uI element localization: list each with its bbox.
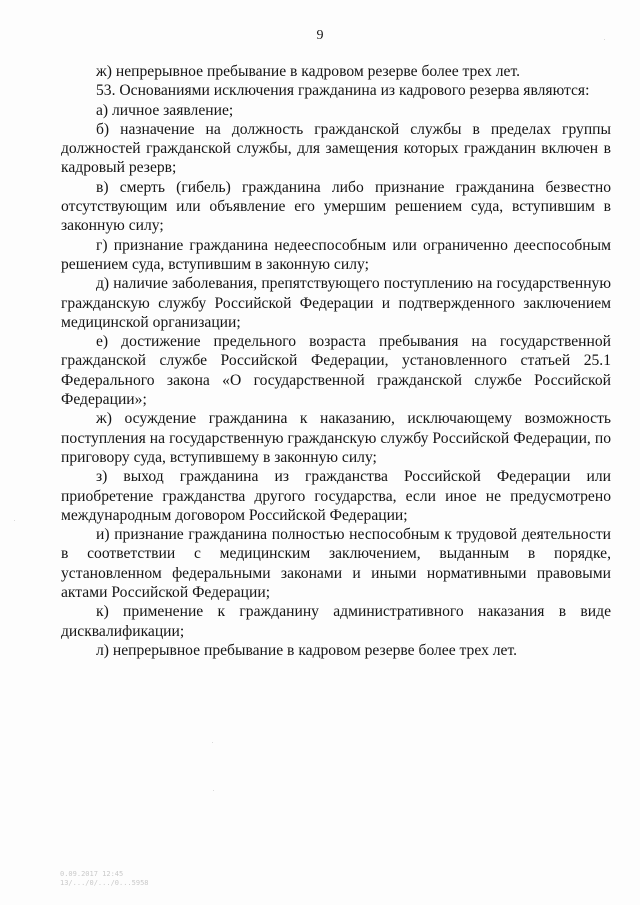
paragraph-item-i: и) признание гражданина полностью неспособным к трудовой деятельности в соответствии с медицинским заключением, выданным в порядке, установленном федеральными законами и иными нормативными правовыми актами Российской Федерации; [61, 526, 611, 602]
paragraph-item-v: в) смерть (гибель) гражданина либо признание гражданина безвестно отсутствующим или объявление его умершим решением суда, вступившим в законную силу; [61, 178, 611, 235]
paragraph-item-g: г) признание гражданина недееспособным или ограниченно дееспособным решением суда, вступившим в законную силу; [61, 236, 611, 273]
scan-speck [14, 520, 15, 521]
scan-speck [604, 39, 605, 40]
paragraph-item-l: л) непрерывное пребывание в кадровом резерве более трех лет. [96, 641, 518, 659]
page-number: 9 [316, 28, 324, 43]
paragraph-item-k: к) применение к гражданину административного наказания в виде дисквалификации; [61, 603, 611, 640]
footer-stamp [60, 870, 149, 888]
paragraph-zh-item-prev: ж) непрерывное пребывание в кадровом резерве более трех лет. [96, 63, 520, 80]
paragraph-item-d: д) наличие заболевания, препятствующего поступлению на государственную гражданскую службу Российской Федерации и подтвержденного заключением медицинской организации; [61, 275, 611, 331]
scan-speck [212, 742, 213, 743]
paragraph-item-e: е) достижение предельного возраста пребывания на государственной гражданской службе Российской Федерации, установленного статьей 25.1 Федерального закона «О государственной гражданской службе Российской Федерации»; [61, 333, 611, 409]
paragraph-item-zh: ж) осуждение гражданина к наказанию, исключающему возможность поступления на государственную гражданскую службу Российской Федерации, по приговору суда, вступившему в законную силу; [61, 410, 611, 466]
paragraph-item-z: з) выход гражданина из гражданства Российской Федерации или приобретение гражданства другого государства, если иное не предусмотрено международным договором Российской Федерации; [61, 468, 611, 524]
paragraph-item-a: а) личное заявление; [96, 101, 234, 119]
paragraph-clause-53: 53. Основаниями исключения гражданина из кадрового резерва являются: [96, 82, 590, 100]
footer-stamp-line2: 13/.../0/.../0...5958 [60, 879, 149, 887]
paragraph-item-b: б) назначение на должность гражданской службы в пределах группы должностей гражданской службы, для замещения которых гражданин включен в кадровый резерв; [61, 120, 611, 177]
document-body [61, 62, 611, 660]
footer-stamp-line1: 0.09.2017 12:45 [60, 870, 124, 878]
scan-speck [213, 790, 214, 791]
